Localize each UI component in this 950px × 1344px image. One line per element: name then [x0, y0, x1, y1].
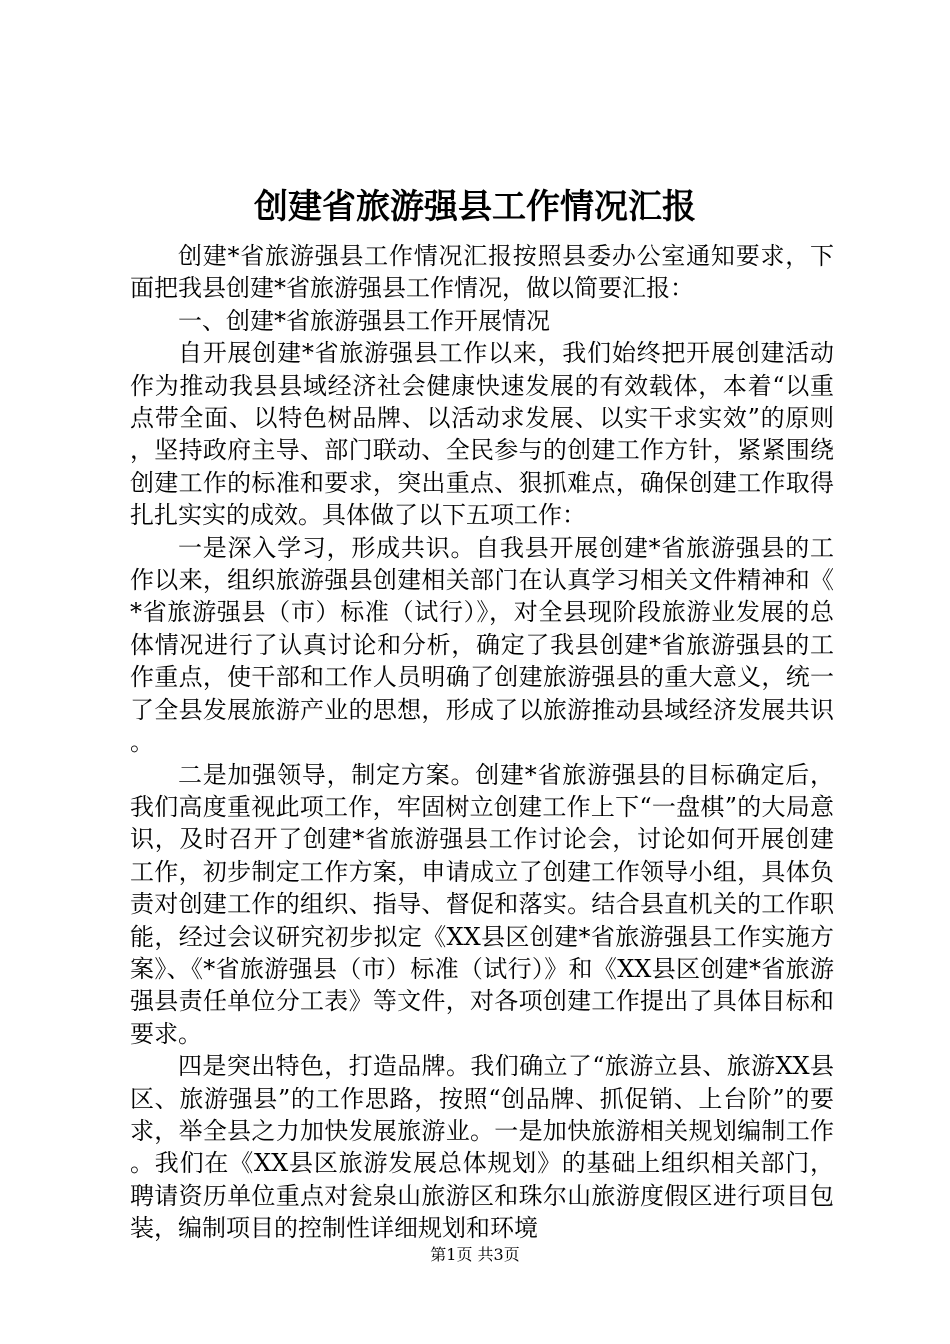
document-body: [130, 240, 834, 1245]
paragraph-overview: 自开展创建*省旅游强县工作以来，我们始终把开展创建活动作为推动我县县域经济社会健康快速发展的有效载体，本着“以重点带全面、以特色树品牌、以活动求发展、以实干求实效”的原则，坚持政府主导、部门联动、全民参与的创建工作方针，紧紧围绕创建工作的标准和要求，突出重点、狠抓难点，确保创建工作取得扎扎实实的成效。具体做了以下五项工作：: [130, 339, 834, 530]
paragraph-intro: 创建*省旅游强县工作情况汇报按照县委办公室通知要求，下面把我县创建*省旅游强县工作情况，做以简要汇报：: [130, 242, 834, 303]
document-title: 创建省旅游强县工作情况汇报: [254, 187, 696, 227]
section-heading: 一、创建*省旅游强县工作开展情况: [178, 306, 550, 335]
paragraph-item-1: 一是深入学习，形成共识。自我县开展创建*省旅游强县的工作以来，组织旅游强县创建相关部门在认真学习相关文件精神和《*省旅游强县（市）标准（试行）》，对全县现阶段旅游业发展的总体情况进行了认真讨论和分析，确定了我县创建*省旅游强县的工作重点，使干部和工作人员明确了创建旅游强县的重大意义，统一了全县发展旅游产业的思想，形成了以旅游推动县域经济发展共识。: [130, 533, 834, 757]
page-number-footer: 第1页 共3页: [430, 1245, 520, 1264]
paragraph-item-4: 四是突出特色，打造品牌。我们确立了“旅游立县、旅游XX县区、旅游强县”的工作思路，按照“创品牌、抓促销、上台阶”的要求，举全县之力加快发展旅游业。一是加快旅游相关规划编制工作。我们在《XX县区旅游发展总体规划》的基础上组织相关部门，聘请资历单位重点对瓮泉山旅游区和珠尔山旅游度假区进行项目包装，编制项目的控制性详细规划和环境: [130, 1052, 834, 1243]
paragraph-item-2: 二是加强领导，制定方案。创建*省旅游强县的目标确定后，我们高度重视此项工作，牢固树立创建工作上下“一盘棋”的大局意识，及时召开了创建*省旅游强县工作讨论会，讨论如何开展创建工作，初步制定工作方案，申请成立了创建工作领导小组，具体负责对创建工作的组织、指导、督促和落实。结合县直机关的工作职能，经过会议研究初步拟定《XX县区创建*省旅游强县工作实施方案》、《*省旅游强县（市）标准（试行）》和《XX县区创建*省旅游强县责任单位分工表》等文件，对各项创建工作提出了具体目标和要求。: [130, 760, 834, 1048]
